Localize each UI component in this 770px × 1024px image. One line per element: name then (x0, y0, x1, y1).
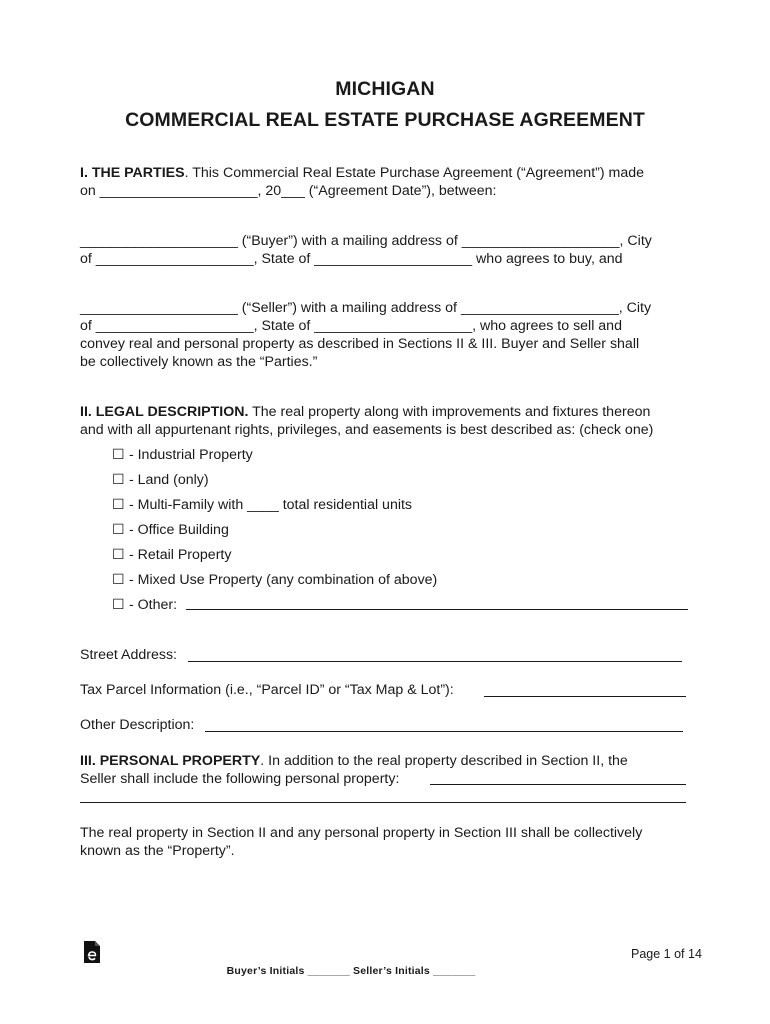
option-multi-family[interactable] (112, 495, 412, 514)
option-retail-property[interactable] (112, 545, 231, 564)
other-description-label: Other Description: (80, 717, 195, 733)
option-label: - Land (only) (128, 472, 209, 488)
parties-heading: I. THE PARTIES (80, 165, 185, 181)
option-label: - Multi-Family with ____ total residential units (128, 497, 413, 513)
option-industrial[interactable] (112, 445, 253, 464)
personal-property-field-2[interactable] (80, 802, 686, 803)
checkbox-icon: ☐ (112, 571, 125, 587)
document-title-state: MICHIGAN (335, 78, 435, 100)
checkbox-icon: ☐ (112, 521, 125, 537)
option-land[interactable] (112, 470, 209, 489)
option-label: - Office Building (128, 522, 229, 538)
checkbox-icon: ☐ (112, 596, 125, 612)
legal-description-text: The real property along with improvements and fixtures thereon and with all appurtenant rights, privileges, and easements is best described as: (check one) (80, 404, 654, 438)
seller-paragraph: ____________________ (“Seller”) with a mailing address of ____________________, City of ____________________, State of ____________________, who agrees to sell and convey real and personal property as described in Sections II & III. Buyer and Seller shall be collectively known as the “Parties.” (80, 300, 652, 370)
street-address-field[interactable] (188, 661, 682, 662)
tax-parcel-label: Tax Parcel Information (i.e., “Parcel ID” or “Tax Map & Lot”): (80, 682, 454, 698)
option-label: - Mixed Use Property (any combination of above) (128, 572, 438, 588)
option-label: - Other: (128, 597, 178, 613)
personal-property-heading: III. PERSONAL PROPERTY (80, 753, 261, 769)
personal-property-field-1[interactable] (430, 784, 686, 785)
legal-description-heading: II. LEGAL DESCRIPTION. (80, 404, 249, 420)
option-mixed-use[interactable] (112, 570, 437, 589)
parties-intro (80, 164, 692, 200)
personal-property-intro (80, 752, 692, 788)
checkbox-icon: ☐ (112, 496, 125, 512)
other-description-field[interactable] (205, 731, 683, 732)
option-other[interactable] (112, 595, 177, 614)
checkbox-icon: ☐ (112, 471, 125, 487)
option-label: - Retail Property (128, 547, 232, 563)
checkbox-icon: ☐ (112, 546, 125, 562)
other-property-field[interactable] (186, 609, 688, 610)
tax-parcel-field[interactable] (484, 696, 686, 697)
initials-line: Buyer’s Initials _______ Seller’s Initials _______ (226, 965, 476, 977)
esign-logo-icon (83, 940, 101, 964)
parties-intro-text: . This Commercial Real Estate Purchase Agreement (“Agreement”) made on ____________________, 20___ (“Agreement Date”), between: (80, 165, 645, 199)
street-address-label: Street Address: (80, 647, 177, 663)
option-office-building[interactable] (112, 520, 229, 539)
property-definition: The real property in Section II and any personal property in Section III shall be collectively known as the “Property”. (80, 825, 643, 859)
personal-property-text: . In addition to the real property described in Section II, the Seller shall include the following personal property: (80, 753, 628, 787)
document-title: COMMERCIAL REAL ESTATE PURCHASE AGREEMENT (125, 109, 645, 131)
legal-description-intro (80, 403, 692, 439)
buyer-paragraph: ____________________ (“Buyer”) with a mailing address of ____________________, City of ____________________, State of ____________________ who agrees to buy, and (80, 233, 652, 267)
option-label: - Industrial Property (128, 447, 253, 463)
checkbox-icon: ☐ (112, 446, 125, 462)
page-number: Page 1 of 14 (631, 947, 702, 961)
